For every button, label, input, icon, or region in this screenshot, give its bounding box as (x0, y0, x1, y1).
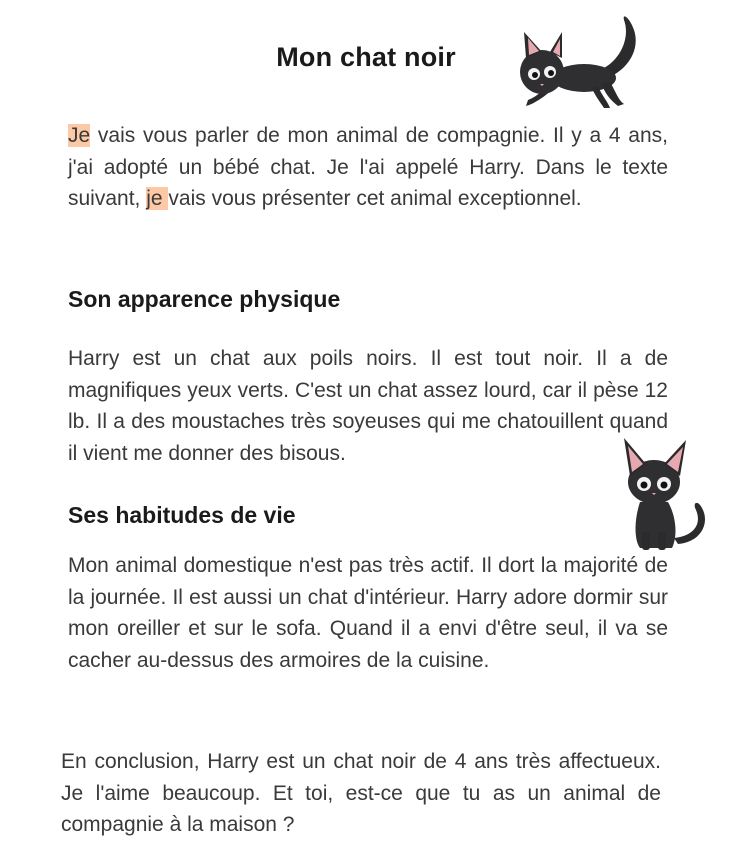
conclusion-paragraph: En conclusion, Harry est un chat noir de 4 ans très affectueux. Je l'aime beaucoup. Et toi, est-ce que tu as un animal de compagnie à la maison ? (61, 750, 661, 836)
intro-paragraph: Je vais vous parler de mon animal de compagnie. Il y a 4 ans, j'ai adopté un bébé chat. Je l'ai appelé Harry. Dans le texte suivant, je vais vous présenter cet animal exceptionnel. (68, 124, 668, 210)
sitting-black-cat-illustration (618, 436, 712, 554)
highlighted-word: je (146, 187, 169, 210)
running-black-cat-illustration (512, 8, 642, 112)
page-title: Mon chat noir (276, 42, 456, 72)
apparence-paragraph: Harry est un chat aux poils noirs. Il est tout noir. Il a de magnifiques yeux verts. C'est un chat assez lourd, car il pèse 12 lb. Il a des moustaches très soyeuses qui me chatouillent quand il vient me donner des bisous. (68, 347, 668, 465)
section-heading-habitudes: Ses habitudes de vie (68, 502, 296, 528)
highlighted-word: Je (68, 124, 91, 147)
section-heading-apparence: Son apparence physique (68, 286, 341, 312)
habitudes-paragraph: Mon animal domestique n'est pas très actif. Il dort la majorité de la journée. Il est aussi un chat d'intérieur. Harry adore dormir sur mon oreiller et sur le sofa. Quand il a envi d'être seul, il va se cacher au-dessus des armoires de la cuisine. (68, 554, 668, 672)
